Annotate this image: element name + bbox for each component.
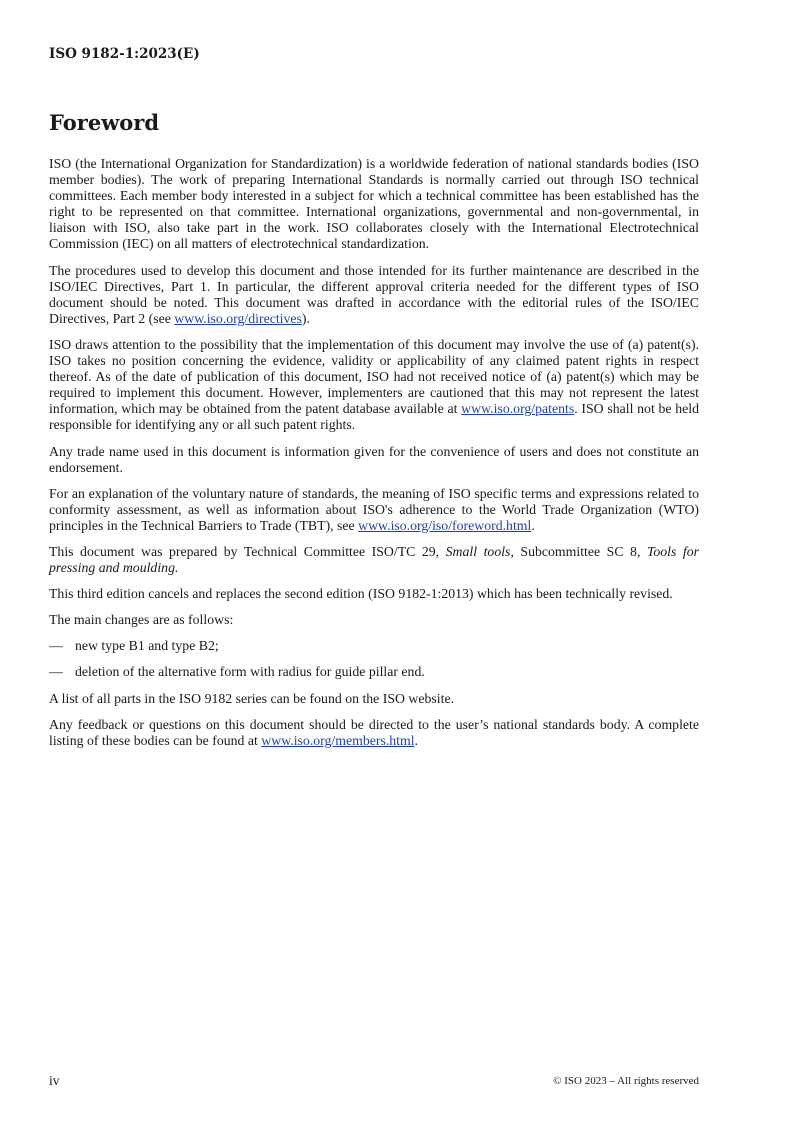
committee-name: Small tools <box>445 543 511 559</box>
prepared-by-text-a: This document was prepared by Technical Committee ISO/TC 29, <box>49 543 446 559</box>
paragraph-series-parts: A list of all parts in the ISO 9182 series can be found on the ISO website. <box>49 690 455 706</box>
list-item-text: deletion of the alternative form with radius for guide pillar end. <box>75 664 425 680</box>
directives-link[interactable]: www.iso.org/directives <box>174 310 302 326</box>
copyright-notice: © ISO 2023 – All rights reserved <box>553 1075 699 1087</box>
paragraph-prepared-by <box>49 544 699 576</box>
paragraph-patents-end: . ISO shall not be held responsible for identifying any or all such patent rights. <box>49 401 699 433</box>
document-identifier: ISO 9182-1:2023(E) <box>49 46 200 62</box>
list-item <box>49 664 699 680</box>
paragraph-feedback <box>49 717 699 749</box>
paragraph-edition-note: This third edition cancels and replaces the second edition (ISO 9182-1:2013) which has been technically revised. <box>49 586 673 602</box>
patents-link[interactable]: www.iso.org/patents <box>461 401 575 417</box>
paragraph-patents-text: ISO draws attention to the possibility that the implementation of this document may involve the use of (a) patent(s). ISO takes no position concerning the evidence, validity or applicability of any claimed patent rights in respect thereof. As of the date of publication of this document, ISO had not received notice of (a) patent(s) which may be required to implement this document. However, implementers are cautioned that this may not represent the latest information, which may be obtained from the patent database available at <box>49 336 699 417</box>
page-number: iv <box>49 1073 60 1088</box>
paragraph-voluntary-nature <box>49 486 699 534</box>
paragraph-procedures-text: The procedures used to develop this document and those intended for its further maintenance are described in the ISO/IEC Directives, Part 1. In particular, the different approval criteria needed for the different types of ISO document should be noted. This document was drafted in accordance with the editorial rules of the ISO/IEC Directives, Part 2 (see <box>49 262 699 326</box>
dash-bullet: — <box>49 638 63 654</box>
members-link[interactable]: www.iso.org/members.html <box>261 732 415 748</box>
section-heading-foreword: Foreword <box>49 110 160 135</box>
paragraph-voluntary-nature-end: . <box>531 517 535 533</box>
subcommittee-name: Tools for pressing and moulding. <box>49 543 699 576</box>
paragraph-feedback-text: Any feedback or questions on this document should be directed to the user’s national standards body. A complete listing of these bodies can be found at <box>49 716 699 748</box>
list-item-text: new type B1 and type B2; <box>75 638 219 654</box>
paragraph-procedures-end: ). <box>301 310 310 326</box>
list-item <box>49 638 699 654</box>
dash-bullet: — <box>49 664 63 680</box>
foreword-info-link[interactable]: www.iso.org/iso/foreword.html <box>358 517 532 533</box>
paragraph-patents <box>49 337 699 434</box>
paragraph-main-changes-intro: The main changes are as follows: <box>49 612 234 628</box>
foreword-body <box>49 156 699 759</box>
paragraph-feedback-end: . <box>414 732 419 748</box>
paragraph-voluntary-nature-text: For an explanation of the voluntary nature of standards, the meaning of ISO specific terms and expressions related to conformity assessment, as well as information about ISO's adherence to the World Trade Organization (WTO) principles in the Technical Barriers to Trade (TBT), see <box>49 485 699 533</box>
paragraph-trade-name: Any trade name used in this document is information given for the convenience of users and does not constitute an endorsement. <box>49 443 699 475</box>
paragraph-procedures <box>49 263 699 327</box>
prepared-by-text-c: , Subcommittee SC 8, <box>510 543 647 559</box>
paragraph-iso-overview: ISO (the International Organization for Standardization) is a worldwide federation of national standards bodies (ISO member bodies). The work of preparing International Standards is normally carried out through ISO technical committees. Each member body interested in a subject for which a technical committee has been established has the right to be represented on that committee. International organizations, governmental and non-governmental, in liaison with ISO, also take part in the work. ISO collaborates closely with the International Electrotechnical Commission (IEC) on all matters of electrotechnical standardization. <box>49 156 699 252</box>
